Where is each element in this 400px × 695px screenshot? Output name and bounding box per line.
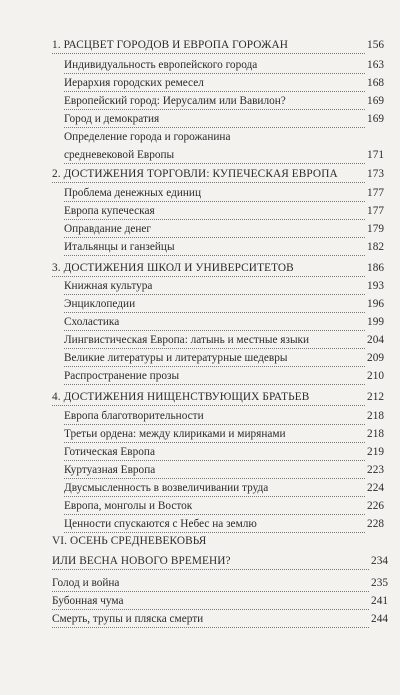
- toc-entry-title: Европа купеческая: [64, 205, 155, 217]
- toc-entry-title: Распространение прозы: [64, 370, 180, 382]
- toc-entry-page-number: 210: [367, 370, 384, 382]
- toc-entry-page-number: 235: [371, 577, 388, 589]
- toc-entry-title: Энциклопедии: [64, 298, 136, 310]
- toc-entry: [0, 514, 400, 534]
- toc-entry-title: Ценности спускаются с Небес на землю: [64, 518, 257, 530]
- toc-entry: [0, 312, 400, 332]
- toc-entry-title: Европейский город: Иерусалим или Вавилон?: [64, 95, 286, 107]
- toc-entry-page-number: 169: [367, 113, 384, 125]
- toc-entry-page-number: 218: [367, 410, 384, 422]
- toc-entry-title: 3. ДОСТИЖЕНИЯ ШКОЛ И УНИВЕРСИТЕТОВ: [52, 262, 294, 274]
- toc-entry: [0, 496, 400, 516]
- toc-entry: [0, 460, 400, 480]
- toc-entry-title: Третьи ордена: между клириками и мирянами: [64, 428, 286, 440]
- toc-entry: [0, 127, 400, 147]
- toc-entry-page-number: 219: [367, 446, 384, 458]
- toc-entry-title: 2. ДОСТИЖЕНИЯ ТОРГОВЛИ: КУПЕЧЕСКАЯ ЕВРОПА: [52, 168, 338, 180]
- toc-entry: [0, 424, 400, 444]
- toc-entry: [0, 201, 400, 221]
- toc-entry-page-number: 171: [367, 149, 384, 161]
- toc-entry-title: VI. ОСЕНЬ СРЕДНЕВЕКОВЬЯ: [52, 535, 207, 547]
- toc-entry: [0, 366, 400, 386]
- toc-entry-title: ИЛИ ВЕСНА НОВОГО ВРЕМЕНИ?: [52, 555, 231, 567]
- toc-entry-page-number: 156: [367, 39, 384, 51]
- toc-entry-title: Иерархия городских ремесел: [64, 77, 204, 89]
- toc-entry: [0, 348, 400, 368]
- toc-entry: [0, 219, 400, 239]
- toc-entry-title: Бубонная чума: [52, 595, 124, 607]
- toc-entry: [0, 237, 400, 257]
- toc-entry-page-number: 182: [367, 241, 384, 253]
- toc-entry-page-number: 177: [367, 205, 384, 217]
- toc-entry-page-number: 168: [367, 77, 384, 89]
- toc-entry-page-number: 199: [367, 316, 384, 328]
- toc-entry-page-number: 173: [367, 168, 384, 180]
- toc-entry: [0, 551, 400, 571]
- toc-entry: [0, 609, 400, 629]
- toc-entry-title: Готическая Европа: [64, 446, 155, 458]
- toc-entry-page-number: 218: [367, 428, 384, 440]
- toc-entry: [0, 55, 400, 75]
- toc-entry: [0, 533, 400, 549]
- toc-entry: [0, 91, 400, 111]
- toc-entry: [0, 258, 400, 278]
- toc-entry: [0, 276, 400, 296]
- toc-leader-line: [52, 53, 365, 54]
- toc-entry-page-number: 204: [367, 334, 384, 346]
- toc-entry-page-number: 169: [367, 95, 384, 107]
- toc-entry-title: Куртуазная Европа: [64, 464, 156, 476]
- toc-entry-title: Город и демократия: [64, 113, 160, 125]
- toc-entry-title: Определение города и горожанина: [64, 131, 231, 143]
- toc-entry-title: 1. РАСЦВЕТ ГОРОДОВ И ЕВРОПА ГОРОЖАН: [52, 39, 289, 51]
- toc-entry: [0, 183, 400, 203]
- toc-entry-title: Индивидуальность европейского города: [64, 59, 258, 71]
- toc-entry-page-number: 223: [367, 464, 384, 476]
- toc-leader-line: [52, 627, 369, 628]
- toc-entry-title: Смерть, трупы и пляска смерти: [52, 613, 204, 625]
- toc-entry: [0, 573, 400, 593]
- toc-entry-page-number: 186: [367, 262, 384, 274]
- toc-entry: [0, 145, 400, 165]
- toc-entry-title: Двусмысленность в возвеличивании труда: [64, 482, 269, 494]
- toc-entry: [0, 406, 400, 426]
- toc-entry-title: Европа, монголы и Восток: [64, 500, 193, 512]
- toc-entry-title: средневековой Европы: [64, 149, 175, 161]
- toc-entry-title: Голод и война: [52, 577, 120, 589]
- toc-entry-page-number: 228: [367, 518, 384, 530]
- toc-entry: [0, 478, 400, 498]
- toc-entry-page-number: 209: [367, 352, 384, 364]
- toc-entry-page-number: 234: [371, 555, 388, 567]
- toc-entry-title: 4. ДОСТИЖЕНИЯ НИЩЕНСТВУЮЩИХ БРАТЬЕВ: [52, 391, 310, 403]
- toc-entry-page-number: 212: [367, 391, 384, 403]
- toc-leader-line: [64, 384, 365, 385]
- toc-entry: [0, 164, 400, 184]
- toc-entry-page-number: 244: [371, 613, 388, 625]
- toc-entry: [0, 387, 400, 407]
- toc-leader-line: [52, 569, 369, 570]
- toc-entry: [0, 73, 400, 93]
- toc-entry-title: Итальянцы и ганзейцы: [64, 241, 175, 253]
- toc-entry: [0, 35, 400, 55]
- toc-entry: [0, 591, 400, 611]
- toc-leader-line: [64, 255, 365, 256]
- toc-entry: [0, 330, 400, 350]
- toc-entry-page-number: 226: [367, 500, 384, 512]
- toc-entry-title: Европа благотворительности: [64, 410, 204, 422]
- toc-entry-page-number: 163: [367, 59, 384, 71]
- toc-entry-title: Проблема денежных единиц: [64, 187, 202, 199]
- toc-entry-title: Великие литературы и литературные шедевры: [64, 352, 288, 364]
- toc-entry: [0, 442, 400, 462]
- toc-entry-page-number: 177: [367, 187, 384, 199]
- toc-entry-page-number: 241: [371, 595, 388, 607]
- toc-entry-page-number: 224: [367, 482, 384, 494]
- toc-entry: [0, 294, 400, 314]
- toc-entry-page-number: 179: [367, 223, 384, 235]
- toc-entry: [0, 109, 400, 129]
- toc-entry-page-number: 193: [367, 280, 384, 292]
- toc-entry-title: Оправдание денег: [64, 223, 152, 235]
- toc-entry-title: Схоластика: [64, 316, 120, 328]
- toc-entry-title: Лингвистическая Европа: латынь и местные языки: [64, 334, 310, 346]
- toc-entry-page-number: 196: [367, 298, 384, 310]
- toc-entry-title: Книжная культура: [64, 280, 153, 292]
